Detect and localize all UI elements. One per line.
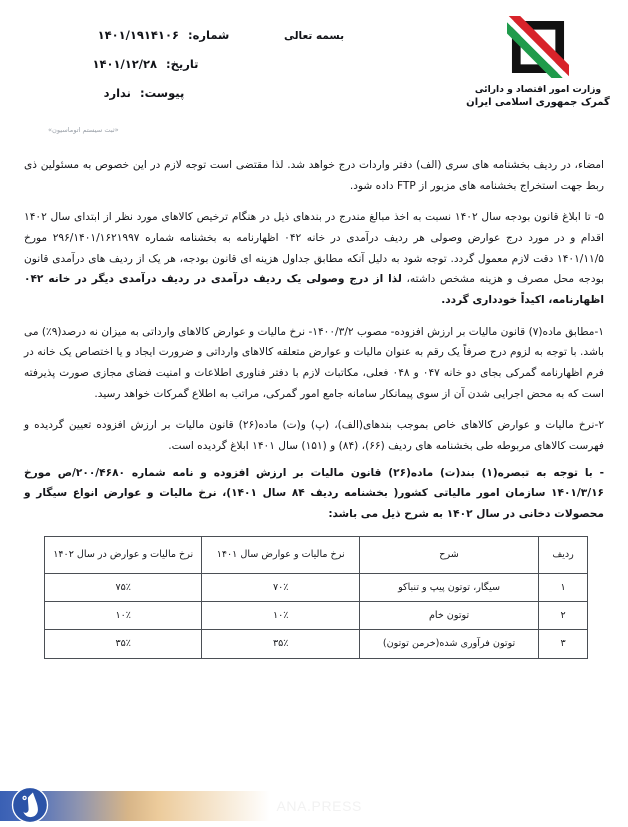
organization-ministry-line: وزارت امور اقتصاد و دارائی — [474, 84, 602, 95]
meta-row-number — [22, 28, 254, 42]
watermark-label: ANA.PRESS — [276, 798, 362, 814]
meta-row-date — [22, 57, 254, 71]
cell-rate-1402: ۱۰٪ — [45, 601, 202, 629]
paragraph-item-5-emphasis: لذا از درج وصولی یک ردیف درآمدی در ردیف درآمدی دیگر در خانه ۰۴۲ اظهارنامه، اکیداً خودداری گردد. — [24, 273, 604, 306]
number-label: شماره: — [188, 28, 230, 42]
table-row — [45, 630, 588, 658]
cell-description: توتون خام — [359, 601, 538, 629]
column-header-rate-1401: نرخ مالیات و عوارض سال ۱۴۰۱ — [202, 536, 359, 573]
cell-rate-1401: ۳۵٪ — [202, 630, 359, 658]
paragraph-item-2 — [24, 415, 604, 456]
column-header-rate-1402: نرخ مالیات و عوارض در سال ۱۴۰۲ — [45, 536, 202, 573]
paragraph-intro — [24, 155, 604, 196]
table-row — [45, 601, 588, 629]
number-value: ۱۴۰۱/۱۹۱۴۱۰۶ — [97, 28, 179, 42]
rates-table-container — [24, 536, 604, 659]
attachment-label: پیوست: — [140, 86, 185, 100]
ana-press-flame-logo-icon — [10, 785, 50, 825]
cell-radif: ۲ — [539, 601, 588, 629]
watermark-bar — [0, 791, 420, 821]
document-header — [0, 0, 628, 152]
paragraph-item-5 — [24, 207, 604, 310]
paragraph-item-1-text: ۱-مطابق ماده(۷) قانون مالیات بر ارزش افزوده- مصوب ۱۴۰۰/۳/۲- نرخ مالیات و عوارض کالاهای وارداتی به میزان نه درصد(۹٪) می باشد. با توجه به لزوم درج صرفاً یک رقم به عنوان مالیات و عوارض متعلقه کالاهای وارداتی و ضرورت ایجاد و یا اختصاص یک خانه در فرم اظهارنامه گمرکی بجای دو خانه ۰۴۷ و ۰۴۸ فعلی، مکاتبات لازم با دفتر فناوری اطلاعات و امنیت فضای مجازی صورت پذیرفته است که به محض اجرایی شدن آن از سوی پیمانکار سامانه جامع امور گمرکی، مراتب به اطلاع گمرکات خواهد رسید. — [24, 325, 604, 400]
organization-customs-line: گمرک جمهوری اسلامی ایران — [466, 97, 610, 109]
iran-customs-logo-icon — [507, 16, 569, 78]
table-header-row — [45, 536, 588, 573]
bismillah-heading: بسمه تعالی — [283, 30, 345, 42]
paragraph-item-2-text: ۲-نرخ مالیات و عوارض کالاهای خاص بموجب بندهای(الف)، (پ) و(ت) ماده(۲۶) قانون مالیات بر ارزش افزوده تعیین گردیده و فهرست کالاهای مربوطه طی بخشنامه های ردیف (۶۶)، (۸۴) و (۱۵۱) سال ۱۴۰۱ ابلاغ گردیده است. — [24, 419, 605, 452]
date-label: تاریخ: — [166, 57, 199, 71]
date-value: ۱۴۰۱/۱۲/۲۸ — [92, 57, 157, 71]
paragraph-item-2-note-text: - با توجه به تبصره(۱) بند(ت) ماده(۲۶) قانون مالیات بر ارزش افزوده و نامه شماره ۲۰۰/۴۶۸۰/ص مورخ ۱۴۰۱/۳/۱۶ سازمان امور مالیاتی کشور( بخشنامه ردیف ۸۴ سال ۱۴۰۱)، نرخ مالیات و عوارض انواع سیگار و محصولات دخانی در سال ۱۴۰۲ به شرح ذیل می باشد: — [24, 466, 605, 520]
attachment-value: ندارد — [103, 86, 131, 100]
meta-row-attachment — [22, 86, 254, 100]
table-row — [45, 573, 588, 601]
paragraph-item-1 — [24, 322, 604, 405]
cell-rate-1402: ۳۵٪ — [45, 630, 202, 658]
column-header-radif: ردیف — [539, 536, 588, 573]
column-header-description: شرح — [359, 536, 538, 573]
document-body — [24, 155, 604, 659]
cell-radif: ۳ — [539, 630, 588, 658]
cell-radif: ۱ — [539, 573, 588, 601]
paragraph-item-2-note — [24, 463, 604, 525]
cell-rate-1401: ۱۰٪ — [202, 601, 359, 629]
cell-rate-1402: ۷۵٪ — [45, 573, 202, 601]
paragraph-intro-text: امضاء، در ردیف بخشنامه های سری (الف) دفتر واردات درج خواهد شد. لذا مقتضی است توجه لازم در این خصوص به مسئولین ذی ربط جهت استخراج بخشنامه های مزبور از FTP داده شود. — [24, 159, 604, 192]
document-meta-block — [22, 28, 254, 115]
automation-registration-note: «ثبت سیستم اتوماسیون» — [48, 126, 119, 134]
cell-description: توتون فرآوری شده(خرمن توتون) — [359, 630, 538, 658]
cell-description: سیگار، توتون پیپ و تنباکو — [359, 573, 538, 601]
paragraph-item-5-text: ۵- تا ابلاغ قانون بودجه سال ۱۴۰۲ نسبت به اخذ مبالغ مندرج در بندهای ذیل در هنگام ترخیص کالاهای مورد نظر از ابتدای سال ۱۴۰۲ اقدام و در مورد درج عوارض وصولی هر ردیف درآمدی در خانه ۰۴۲ اظهارنامه به بخشنامه شماره ۲۹۶/۱۴۰۱/۱۶۲۱۹۹۷ مورخ ۱۴۰۱/۱۱/۵ دقت لازم معمول گردد. توجه شود به دلیل آنکه مطابق جداول هزینه ای قانون بودجه، هر یک از ردیف های درآمدی قانون بودجه محل مصرف و هزینه مشخص داشته، — [24, 211, 604, 286]
tobacco-tax-rates-table — [44, 536, 588, 659]
cell-rate-1401: ۷۰٪ — [202, 573, 359, 601]
